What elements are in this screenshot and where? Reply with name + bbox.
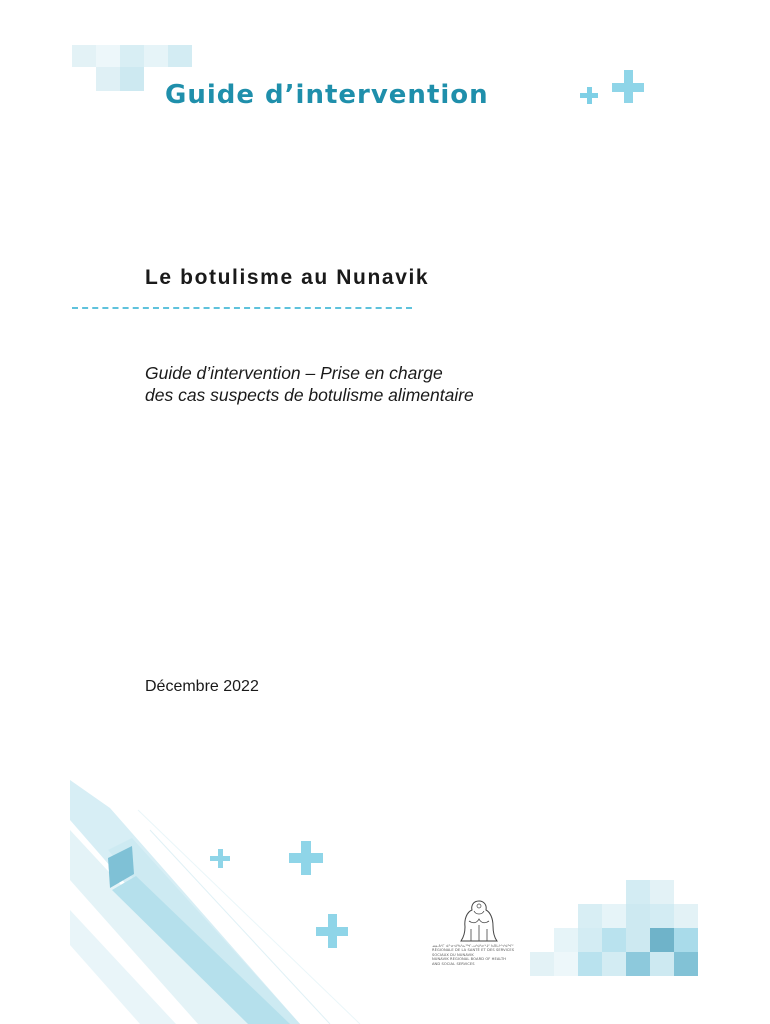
deco-square (626, 928, 650, 952)
logo-text (432, 944, 522, 966)
deco-square (578, 928, 602, 952)
deco-square (650, 952, 674, 976)
inuk-figure-logo-icon (455, 897, 503, 943)
deco-square (602, 904, 626, 928)
subtitle-line: Guide d’intervention – Prise en charge (145, 363, 443, 383)
logo-text-line: AND SOCIAL SERVICES (432, 961, 475, 966)
deco-square (674, 952, 698, 976)
title-divider (72, 307, 412, 309)
document-title: Le botulisme au Nunavik (145, 266, 430, 289)
deco-square (96, 67, 120, 91)
deco-square (626, 880, 650, 904)
deco-square (96, 45, 120, 67)
deco-square (554, 952, 578, 976)
deco-square (650, 928, 674, 952)
deco-square (674, 928, 698, 952)
logo-text-line: NUNAVIK REGIONAL BOARD OF HEALTH (432, 957, 507, 962)
subtitle-line: des cas suspects de botulisme alimentaire (145, 385, 474, 405)
footer-diagonal-decoration (0, 770, 440, 1024)
banner-title: Guide d’intervention (165, 80, 489, 110)
document-subtitle (145, 362, 474, 406)
deco-square (144, 45, 168, 67)
logo-text-line: RÉGIONALE DE LA SANTÉ ET DES SERVICES SOCIAUX DU NUNAVIK (432, 948, 515, 957)
deco-square (72, 45, 96, 67)
deco-square (674, 904, 698, 928)
deco-square (626, 952, 650, 976)
deco-square (168, 45, 192, 67)
deco-square (578, 952, 602, 976)
deco-square (602, 952, 626, 976)
publication-date: Décembre 2022 (145, 678, 259, 695)
deco-square (554, 928, 578, 952)
deco-square (602, 928, 626, 952)
deco-square (650, 880, 674, 904)
deco-square (120, 67, 144, 91)
deco-square (530, 952, 554, 976)
deco-square (626, 904, 650, 928)
deco-square (120, 45, 144, 67)
logo-text-line: ᓄᓇᕕᒻᒥ ᐋᓐᓂᐊᖃᕐᓇᙱᓗᓯᐊᕐᓂᕐᒧᑦ ᑲᑎᒪᔨᕐᔪᐊᖏᑦ (432, 944, 514, 948)
deco-square (650, 904, 674, 928)
deco-square (578, 904, 602, 928)
